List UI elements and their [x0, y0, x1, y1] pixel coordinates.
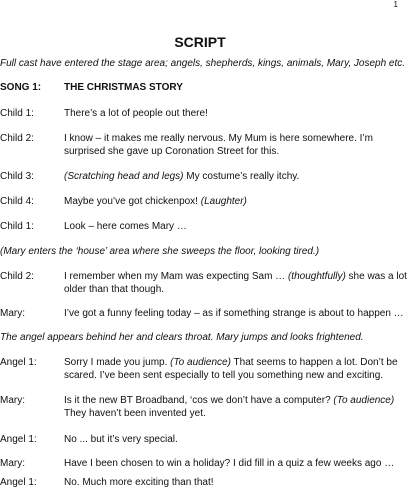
dialogue-text: Have I been chosen to win a holiday? I did fill in a quiz a few weeks ago …	[64, 458, 395, 469]
speaker-label: Mary:	[0, 395, 25, 406]
speaker-label: Child 2:	[0, 271, 34, 282]
speaker-label: Child 4:	[0, 196, 34, 207]
stage-direction-inline: (thoughtfully)	[287, 271, 346, 282]
intro-stage-direction: Full cast have entered the stage area; angels, shepherds, kings, animals, Mary, Joseph etc.	[0, 58, 406, 69]
dialogue-text: Is it the new BT Broadband, ‘cos we don’t have a computer? (To audience) They haven’t been invented yet.	[64, 395, 395, 419]
speaker-label: Angel 1:	[0, 357, 37, 368]
dialogue-text: (Scratching head and legs) My costume’s really itchy.	[64, 171, 300, 182]
dialogue-text: Maybe you’ve got chickenpox! (Laughter)	[64, 196, 247, 207]
stage-direction-inline: (Laughter)	[200, 196, 247, 207]
dialogue-text: I remember when my Mam was expecting Sam … (thoughtfully) she was a lot older than that though.	[64, 271, 407, 295]
stage-direction: The angel appears behind her and clears throat. Mary jumps and looks frightened.	[0, 332, 364, 343]
stage-direction-inline: (To audience)	[170, 357, 231, 368]
page-title: SCRIPT	[174, 34, 226, 50]
stage-direction: (Mary enters the ‘house’ area where she sweeps the floor, looking tired.)	[0, 246, 320, 257]
dialogue-text: No ... but it’s very special.	[64, 434, 178, 445]
speaker-label: Child 1:	[0, 221, 34, 232]
dialogue-text: I know – it makes me really nervous. My Mum is here somewhere. I’m surprised she gave up Coronation Street for this.	[64, 133, 373, 157]
dialogue-text: I’ve got a funny feeling today – as if something strange is about to happen …	[64, 308, 404, 319]
song-label: SONG 1:	[0, 82, 42, 93]
speaker-label: Mary:	[0, 458, 25, 469]
speaker-label: Child 2:	[0, 133, 34, 144]
dialogue-text: Sorry I made you jump. (To audience) That seems to happen a lot. Don’t be scared. I’ve been sent especially to tell you something new and exciting.	[64, 357, 398, 381]
dialogue-text: No. Much more exciting than that!	[64, 477, 214, 488]
song-title: THE CHRISTMAS STORY	[64, 82, 183, 93]
page-number: 1	[393, 0, 398, 9]
stage-direction-inline: (Scratching head and legs)	[64, 171, 184, 182]
dialogue-text: Look – here comes Mary …	[64, 221, 187, 232]
speaker-label: Angel 1:	[0, 434, 37, 445]
speaker-label: Angel 1:	[0, 477, 37, 488]
speaker-label: Child 3:	[0, 171, 34, 182]
stage-direction-inline: (To audience)	[333, 395, 395, 406]
speaker-label: Child 1:	[0, 108, 34, 119]
speaker-label: Mary:	[0, 308, 25, 319]
dialogue-text: There’s a lot of people out there!	[64, 108, 208, 119]
